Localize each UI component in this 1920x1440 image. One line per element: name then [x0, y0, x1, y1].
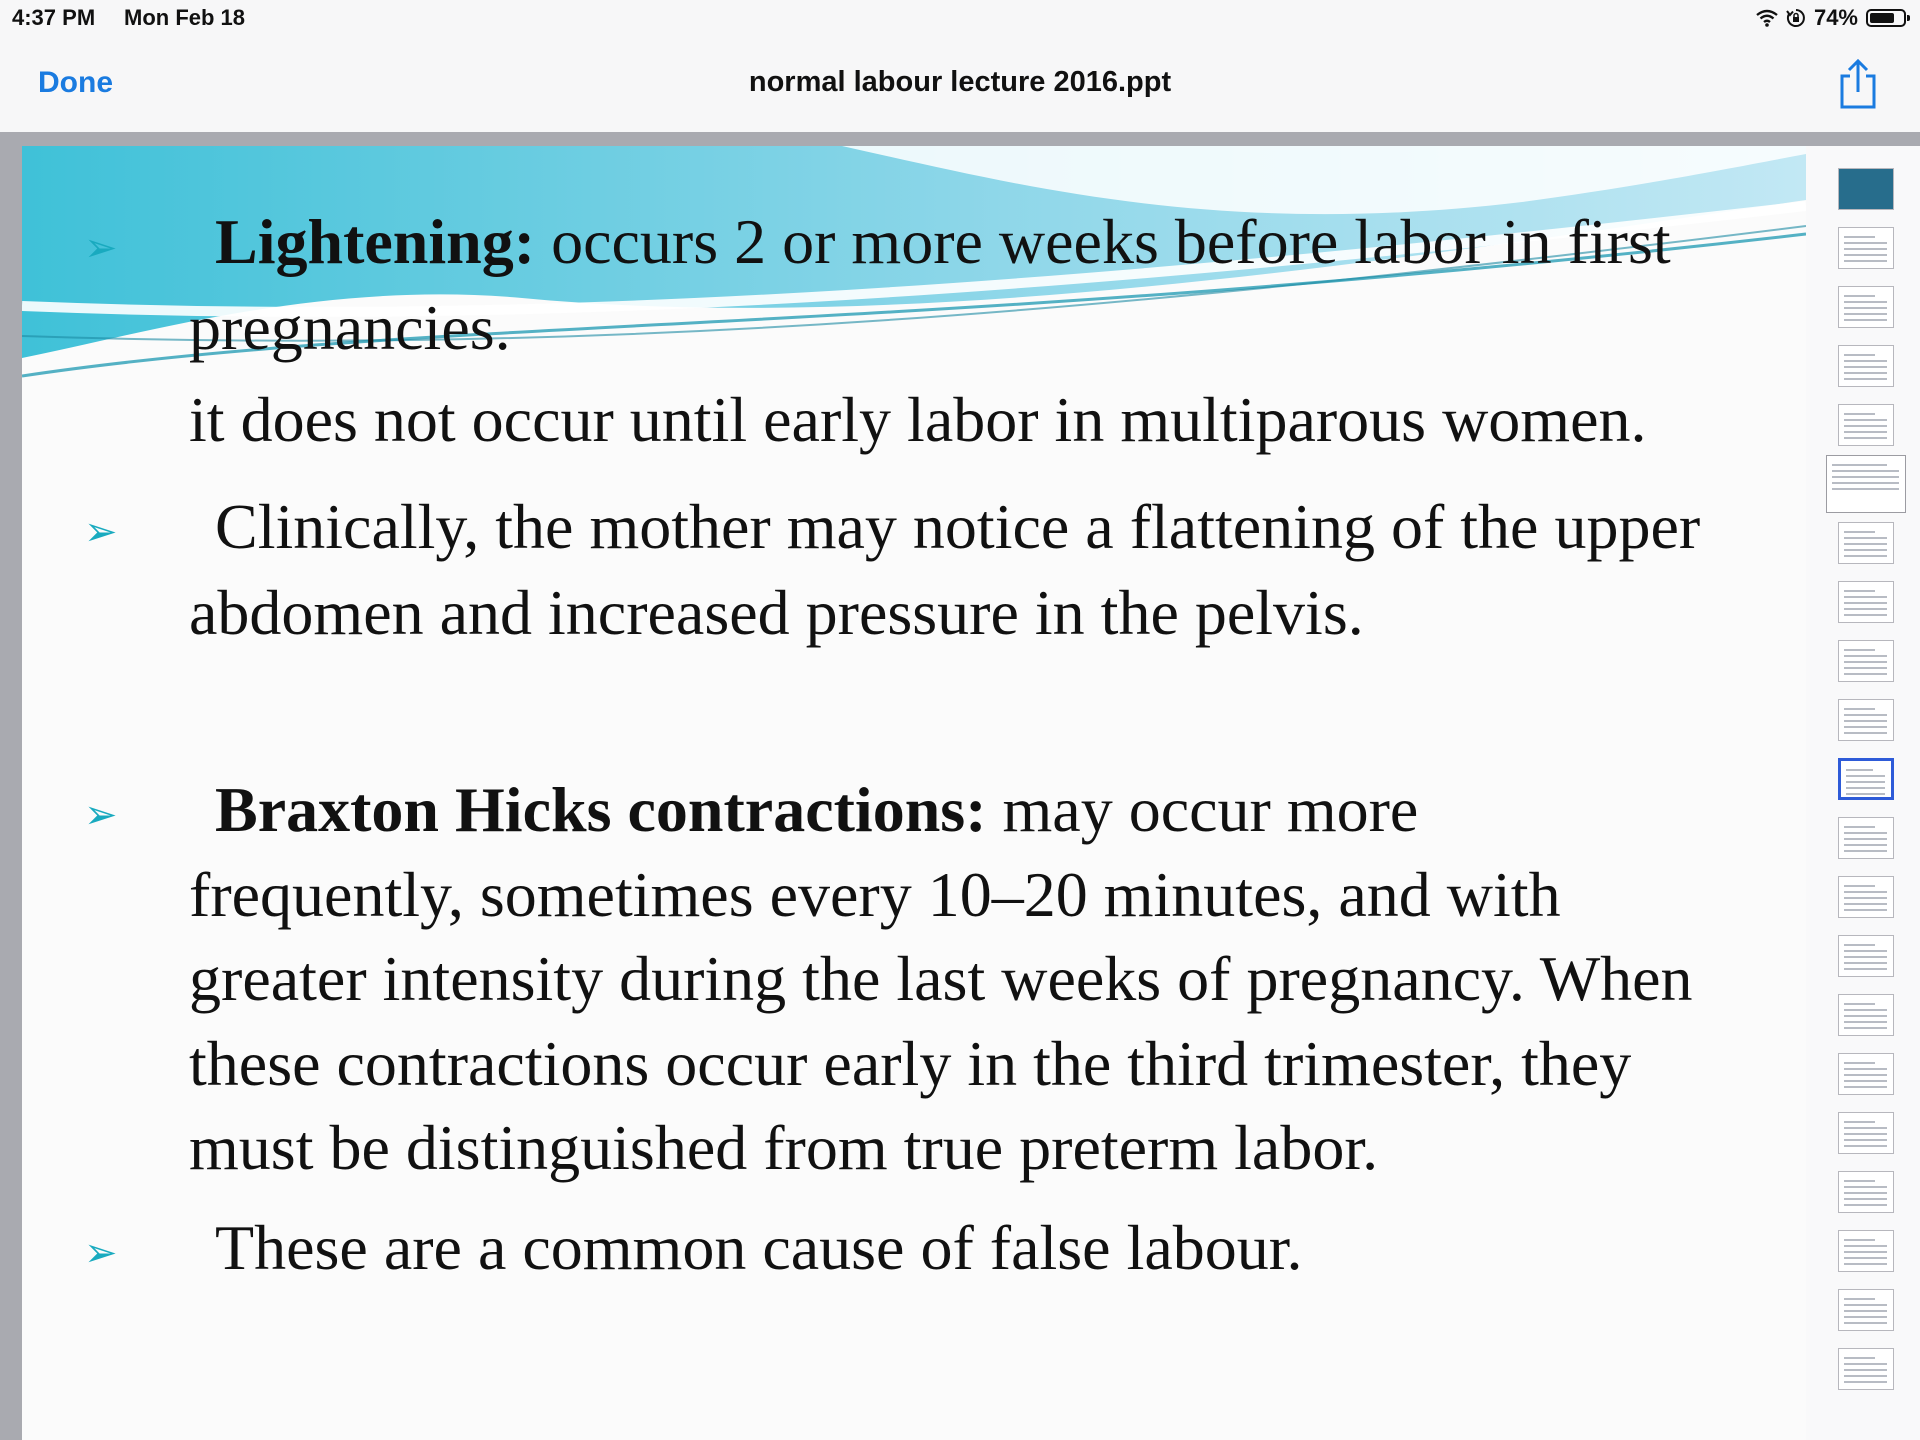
- slide-thumbnail[interactable]: [1838, 817, 1894, 859]
- clinically-line-2: abdomen and increased pressure in the pelvis.: [189, 577, 1364, 648]
- slide-page[interactable]: [22, 146, 1806, 1440]
- slide-thumbnail[interactable]: [1838, 758, 1894, 800]
- multiparous-line: it does not occur until early labor in multiparous women.: [189, 384, 1647, 455]
- bullet-arrow: ➢: [84, 792, 118, 837]
- slide-thumbnail[interactable]: [1838, 1053, 1894, 1095]
- lightening-line-2: pregnancies.: [189, 292, 511, 363]
- status-indicators: [1756, 5, 1906, 31]
- lightening-text-1: occurs 2 or more weeks before labor in first: [535, 206, 1671, 277]
- slide-thumbnail[interactable]: [1838, 404, 1894, 446]
- braxton-line-5: must be distinguished from true preterm labor.: [189, 1112, 1379, 1183]
- slide-thumbnail[interactable]: [1838, 1289, 1894, 1331]
- braxton-line-2: frequently, sometimes every 10–20 minutes, and with: [189, 859, 1561, 930]
- document-viewer[interactable]: [0, 132, 1920, 1440]
- slide-thumbnail[interactable]: [1838, 1171, 1894, 1213]
- slide-thumbnail[interactable]: [1838, 699, 1894, 741]
- status-date: Mon Feb 18: [124, 5, 246, 30]
- wifi-icon: [1756, 9, 1778, 27]
- braxton-line-1: [215, 774, 1419, 845]
- slide-thumbnail[interactable]: [1838, 345, 1894, 387]
- battery-percent: 74%: [1813, 5, 1858, 30]
- bullet-arrow: ➢: [84, 225, 118, 270]
- slide-thumbnail[interactable]: [1838, 994, 1894, 1036]
- slide-thumbnail[interactable]: [1838, 227, 1894, 269]
- slide-thumbnail[interactable]: [1826, 455, 1906, 513]
- slide-thumbnail[interactable]: [1838, 522, 1894, 564]
- bullet-arrow: ➢: [84, 1230, 118, 1275]
- false-labour-line: These are a common cause of false labour.: [215, 1212, 1303, 1283]
- slide-content: [22, 146, 1806, 1440]
- share-icon[interactable]: [1836, 58, 1880, 110]
- braxton-term: Braxton Hicks contractions:: [215, 774, 987, 845]
- bullet-arrow: ➢: [84, 509, 118, 554]
- orientation-lock-icon: [1786, 8, 1806, 28]
- slide-thumbnail[interactable]: [1838, 935, 1894, 977]
- slide-thumbnail[interactable]: [1838, 640, 1894, 682]
- slide-thumbnail[interactable]: [1838, 1112, 1894, 1154]
- thumbnail-sidebar[interactable]: [1806, 146, 1920, 1440]
- slide-thumbnail[interactable]: [1838, 168, 1894, 210]
- braxton-line-3: greater intensity during the last weeks of pregnancy. When: [189, 943, 1693, 1014]
- braxton-text-1: may occur more: [986, 774, 1419, 845]
- slide-thumbnail[interactable]: [1838, 286, 1894, 328]
- slide-thumbnail[interactable]: [1838, 876, 1894, 918]
- battery-icon: [1866, 9, 1906, 27]
- slide-thumbnail[interactable]: [1838, 581, 1894, 623]
- slide-thumbnail[interactable]: [1838, 1230, 1894, 1272]
- nav-bar: [0, 36, 1920, 133]
- lightening-line-1: [215, 206, 1671, 277]
- document-title: normal labour lecture 2016.ppt: [748, 66, 1172, 98]
- status-bar: [0, 0, 1920, 36]
- slide-thumbnail[interactable]: [1838, 1348, 1894, 1390]
- status-time: 4:37 PM: [12, 5, 96, 30]
- done-button[interactable]: Done: [38, 66, 113, 99]
- lightening-term: Lightening:: [215, 206, 536, 277]
- braxton-line-4: these contractions occur early in the third trimester, they: [189, 1028, 1632, 1099]
- clinically-line-1: Clinically, the mother may notice a flattening of the upper: [215, 491, 1701, 562]
